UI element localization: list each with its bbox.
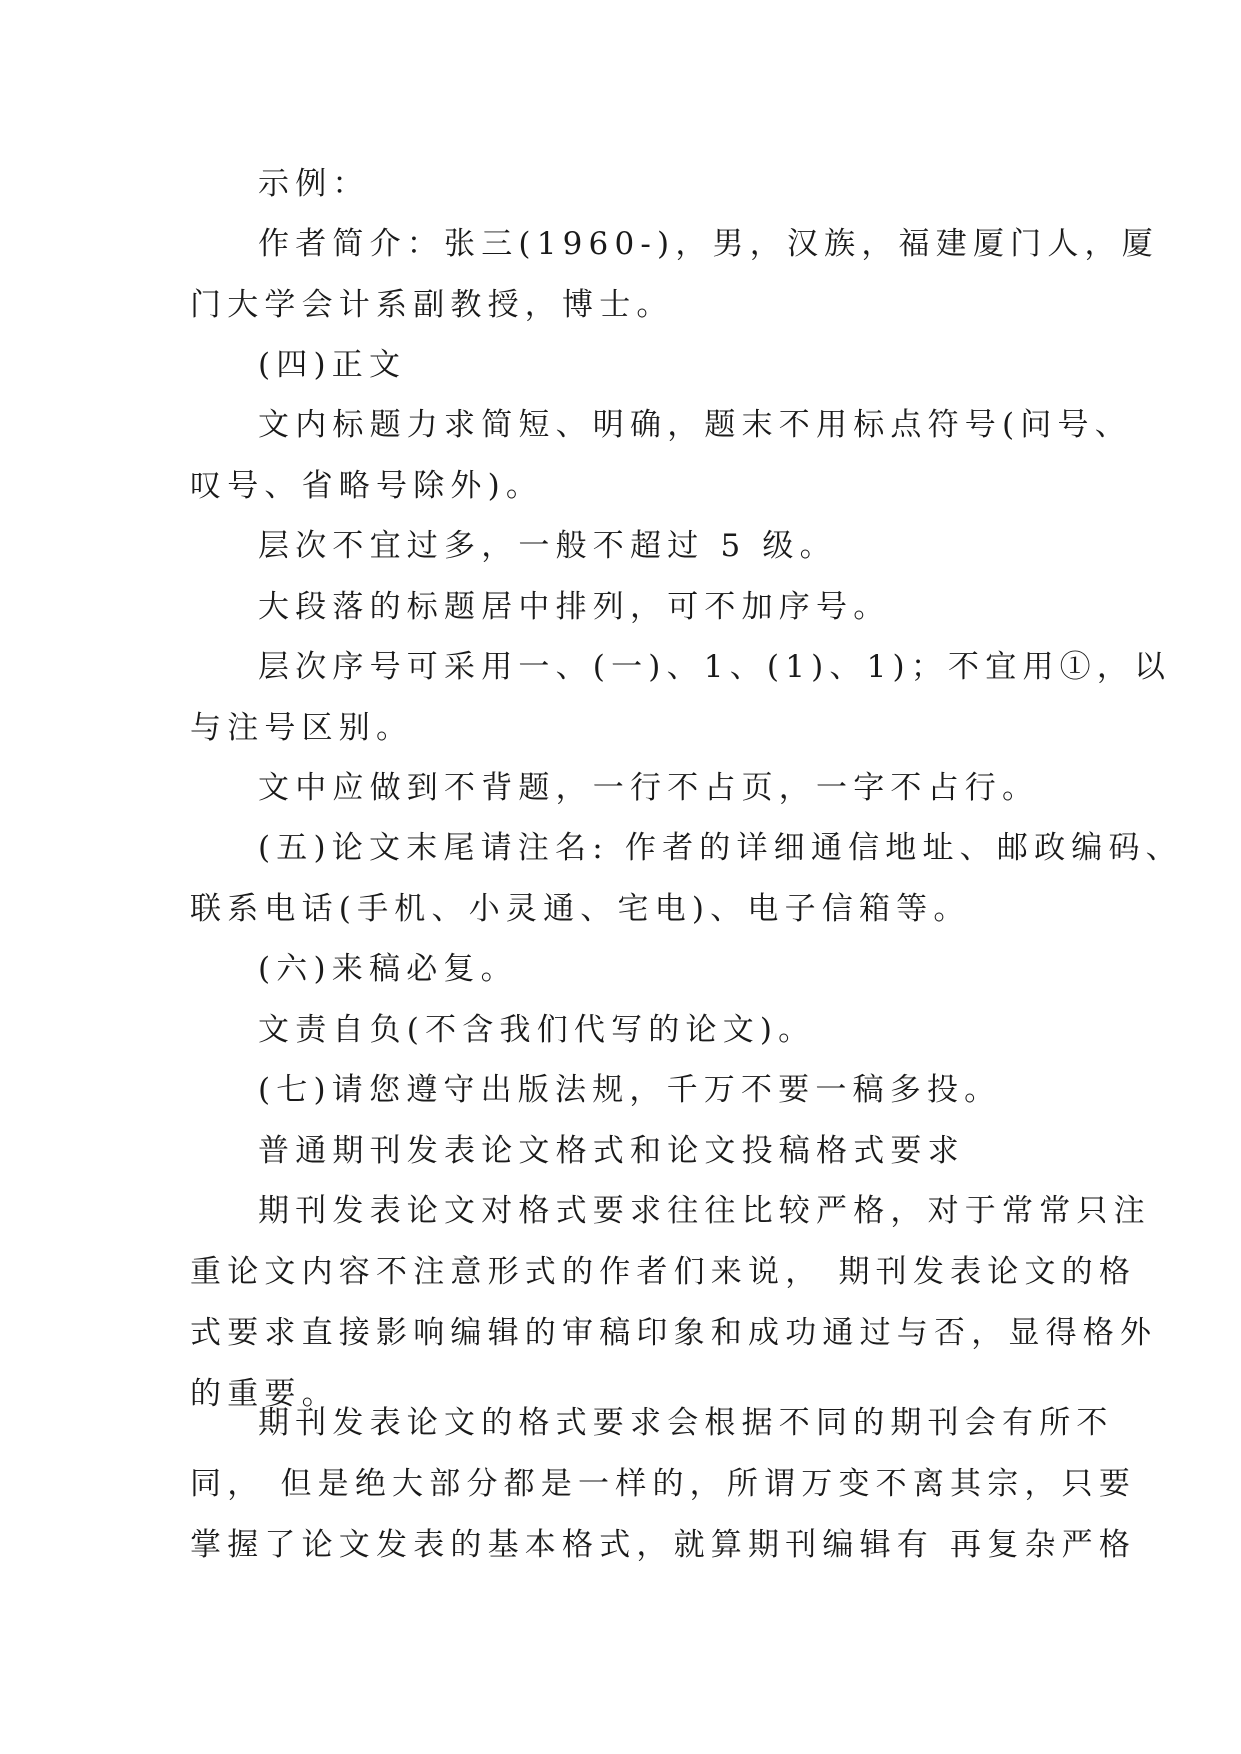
text-line: 文责自负(不含我们代写的论文)。 xyxy=(258,1012,816,1048)
section-heading-body xyxy=(190,335,1050,396)
text-line: 期刊发表论文的格式要求会根据不同的期刊会有所不 xyxy=(258,1405,1114,1441)
text-line: (四)正文 xyxy=(258,347,407,383)
signature-paragraph xyxy=(190,818,1183,940)
text-line: 的重要。 xyxy=(190,1376,339,1412)
text-line: 重论文内容不注意形式的作者们来说， 期刊发表论文的格 xyxy=(190,1254,1137,1290)
text-line: 门大学会计系副教授，博士。 xyxy=(190,287,674,323)
level-limit-paragraph xyxy=(190,516,1050,577)
text-line: (六)来稿必复。 xyxy=(258,951,518,987)
text-line: 文中应做到不背题，一行不占页，一字不占行。 xyxy=(258,770,1040,806)
text-line: 联系电话(手机、小灵通、宅电)、电子信箱等。 xyxy=(190,891,971,927)
author-bio-paragraph xyxy=(190,214,1159,336)
format-variation-paragraph xyxy=(190,1393,1137,1576)
responsibility-paragraph xyxy=(190,1000,1050,1061)
copyright-paragraph xyxy=(190,1060,1050,1121)
text-line: 示例： xyxy=(258,166,370,202)
text-line: 层次不宜过多，一般不超过 5 级。 xyxy=(258,528,837,564)
title-rule-paragraph xyxy=(190,395,1132,517)
format-intro-paragraph xyxy=(190,1181,1158,1425)
reply-paragraph xyxy=(190,939,1050,1000)
text-line: 大段落的标题居中排列，可不加序号。 xyxy=(258,589,891,625)
section-title xyxy=(190,1121,1050,1182)
text-line: 文内标题力求简短、明确，题末不用标点符号(问号、 xyxy=(258,407,1132,443)
example-label xyxy=(190,154,1050,215)
text-line: 普通期刊发表论文格式和论文投稿格式要求 xyxy=(258,1133,965,1169)
layout-rule-paragraph xyxy=(190,758,1050,819)
text-line: 层次序号可采用一、(一)、1、(1)、1)；不宜用①，以 xyxy=(258,649,1172,685)
text-line: 同， 但是绝大部分都是一样的，所谓万变不离其宗，只要 xyxy=(190,1466,1137,1502)
text-line: 叹号、省略号除外)。 xyxy=(190,468,544,504)
text-line: 掌握了论文发表的基本格式，就算期刊编辑有 再复杂严格 xyxy=(190,1527,1137,1563)
numbering-paragraph xyxy=(190,637,1172,759)
text-line: 与注号区别。 xyxy=(190,710,414,746)
text-line: 期刊发表论文对格式要求往往比较严格，对于常常只注 xyxy=(258,1193,1151,1229)
text-line: (七)请您遵守出版法规，千万不要一稿多投。 xyxy=(258,1072,1002,1108)
center-title-paragraph xyxy=(190,577,1050,638)
text-line: 式要求直接影响编辑的审稿印象和成功通过与否，显得格外 xyxy=(190,1315,1158,1351)
text-line: 作者简介：张三(1960-)，男，汉族，福建厦门人，厦 xyxy=(258,226,1159,262)
text-line: (五)论文末尾请注名: 作者的详细通信地址、邮政编码、 xyxy=(258,830,1183,866)
